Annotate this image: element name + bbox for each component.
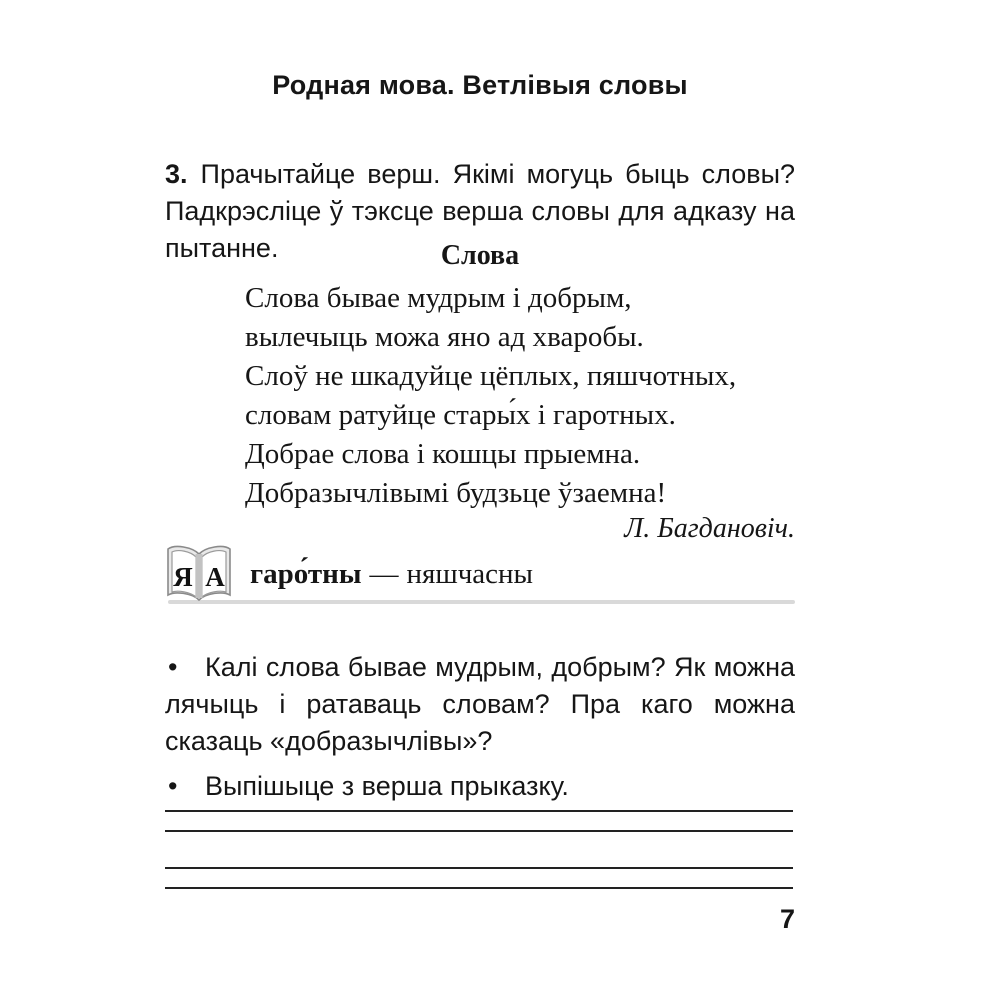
exercise-number: 3.: [165, 159, 188, 189]
poem-line: Слоў не шкадуйце цёплых, пяшчотных,: [245, 360, 737, 392]
dictionary-book-icon: [165, 545, 233, 603]
answer-writing-line: [165, 887, 793, 889]
dictionary-icon-letter-a: А: [205, 562, 225, 592]
poem-title: Слова: [440, 240, 520, 271]
exercise-instruction-text: Прачытайце верш. Якімі могуць быць словы? Падкрэсліце ў тэксце верша словы для адказу на пытанне.: [165, 159, 795, 263]
answer-writing-line: [165, 830, 793, 832]
poem-line: словам ратуйце стары́х і гаротных.: [245, 399, 676, 431]
bullet-icon: •: [168, 652, 178, 682]
question-item: [165, 649, 795, 760]
poem-line: Добразычлівымі будзьце ўзаемна!: [245, 477, 667, 509]
poem-line: Слова бывае мудрым і добрым,: [245, 282, 632, 314]
poem-line: вылечыць можа яно ад хваробы.: [245, 321, 644, 353]
dictionary-definition-row: [250, 558, 533, 591]
answer-writing-line: [165, 867, 793, 869]
dictionary-entry: [165, 545, 795, 603]
question-item: [165, 768, 795, 805]
question-text: Выпішыце з верша прыказку.: [205, 771, 569, 801]
page-number: 7: [779, 904, 795, 934]
question-text: Калі слова бывае мудрым, добрым? Як можна лячыць і ратаваць словам? Пра каго можна сказаць «добразычлівы»?: [165, 652, 795, 756]
poem-line: Добрае слова і кошцы прыемна.: [245, 438, 641, 470]
poem-author: Л. Багдановіч.: [624, 513, 795, 544]
lesson-title: Родная мова. Ветлівыя словы: [272, 70, 688, 100]
dictionary-word: гаро́тны: [250, 557, 362, 590]
answer-writing-line: [165, 810, 793, 812]
dictionary-icon-letter-ya: Я: [173, 562, 193, 592]
dictionary-definition: няшчасны: [406, 557, 534, 590]
poem-body: [245, 279, 805, 513]
bullet-icon: •: [168, 771, 178, 801]
dictionary-separator: —: [369, 557, 399, 590]
